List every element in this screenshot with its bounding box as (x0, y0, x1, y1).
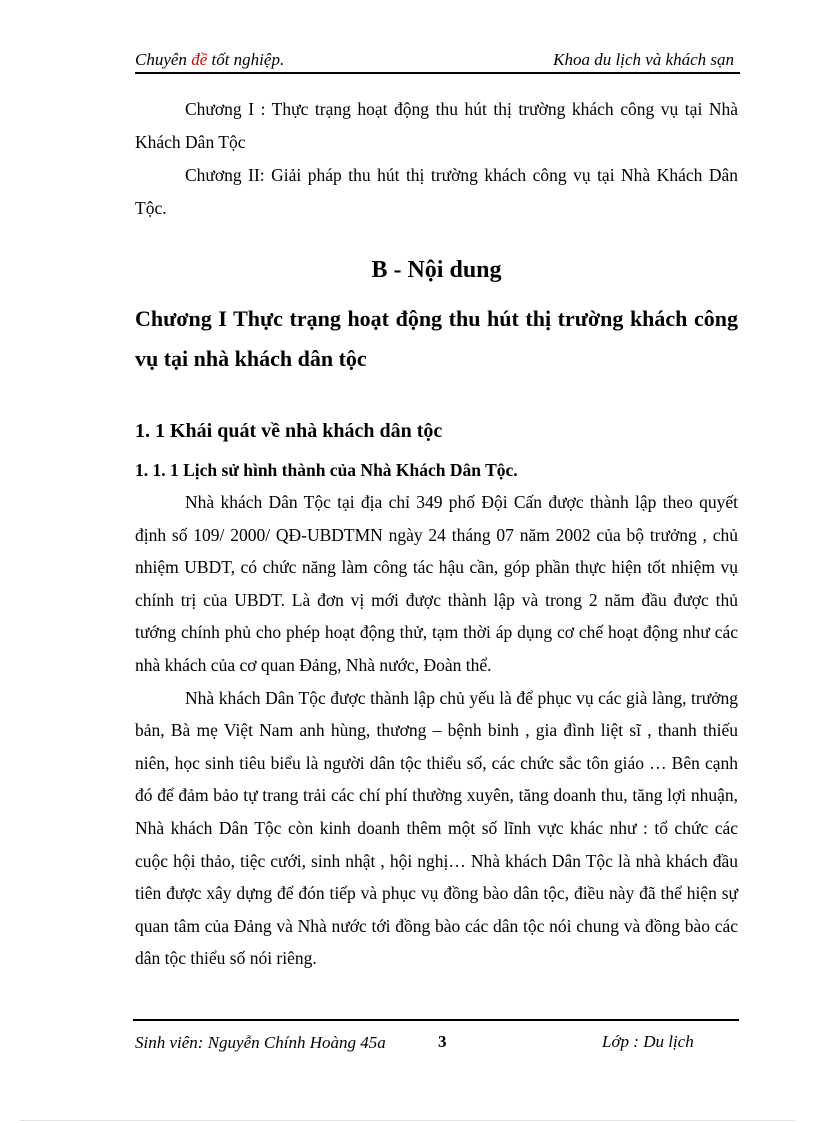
section-title: B - Nội dung (371, 257, 502, 283)
paragraph-history: Nhà khách Dân Tộc tại địa chỉ 349 phố Đội Cấn được thành lập theo quyết định số 109/ 2000/ QĐ-UBDTMN ngày 24 tháng 07 năm 2002 của bộ trưởng , chủ nhiệm UBDT, có chức năng làm công tác hậu cần, góp phần thực hiện tốt nhiệm vụ chính trị của UBDT. Là đơn vị mới được thành lập và trong 2 năm đầu được thủ tướng chính phủ cho phép hoạt động thử, tạm thời áp dụng cơ chế hoạt động như các nhà khách của cơ quan Đảng, Nhà nước, Đoàn thể. (135, 492, 738, 675)
heading-1-1: 1. 1 Khái quát về nhà khách dân tộc (135, 420, 443, 442)
header-highlight: đề (191, 50, 208, 69)
page-edge-divider (20, 1120, 796, 1121)
page-number: 3 (438, 1032, 447, 1051)
heading-1-1-1: 1. 1. 1 Lịch sử hình thành của Nhà Khách Dân Tộc. (135, 460, 518, 480)
header-faculty: Khoa du lịch và khách sạn (553, 50, 734, 69)
header-title: Chuyên đề tốt nghiệp. (135, 50, 285, 69)
page-header (135, 48, 740, 74)
footer-student: Sinh viên: Nguyễn Chính Hoàng 45a (135, 1033, 386, 1052)
footer-class: Lớp : Du lịch (602, 1032, 694, 1051)
chapter-title: Chương I Thực trạng hoạt động thu hút thị trường khách công vụ tại nhà khách dân tộc (135, 306, 738, 371)
intro-block (135, 93, 738, 225)
paragraph-purpose: Nhà khách Dân Tộc được thành lập chủ yếu là để phục vụ các già làng, trưởng bản, Bà mẹ Việt Nam anh hùng, thương – bệnh binh , gia đình liệt sĩ , thanh thiếu niên, học sinh tiêu biểu là người dân tộc thiểu số, các chức sắc tôn giáo … Bên cạnh đó để đảm bảo tự trang trải các chí phí thường xuyên, tăng doanh thu, tăng lợi nhuận, Nhà khách Dân Tộc còn kinh doanh thêm một số lĩnh vực khác như : tổ chức các cuộc hội thảo, tiệc cưới, sinh nhật , hội nghị… Nhà khách Dân Tộc là nhà khách đầu tiên được xây dựng để đón tiếp và phục vụ đồng bào dân tộc, điều này đã thể hiện sự quan tâm của Đảng và Nhà nước tới đồng bào các dân tộc nói chung và đồng bào các dân tộc thiểu số nói riêng. (135, 687, 738, 969)
intro-chapter-1: Chương I : Thực trạng hoạt động thu hút thị trường khách công vụ tại Nhà Khách Dân Tộc (135, 99, 738, 152)
intro-chapter-2: Chương II: Giải pháp thu hút thị trường khách công vụ tại Nhà Khách Dân Tộc. (135, 165, 738, 218)
footer-divider (133, 1019, 739, 1021)
content-block (135, 486, 738, 975)
